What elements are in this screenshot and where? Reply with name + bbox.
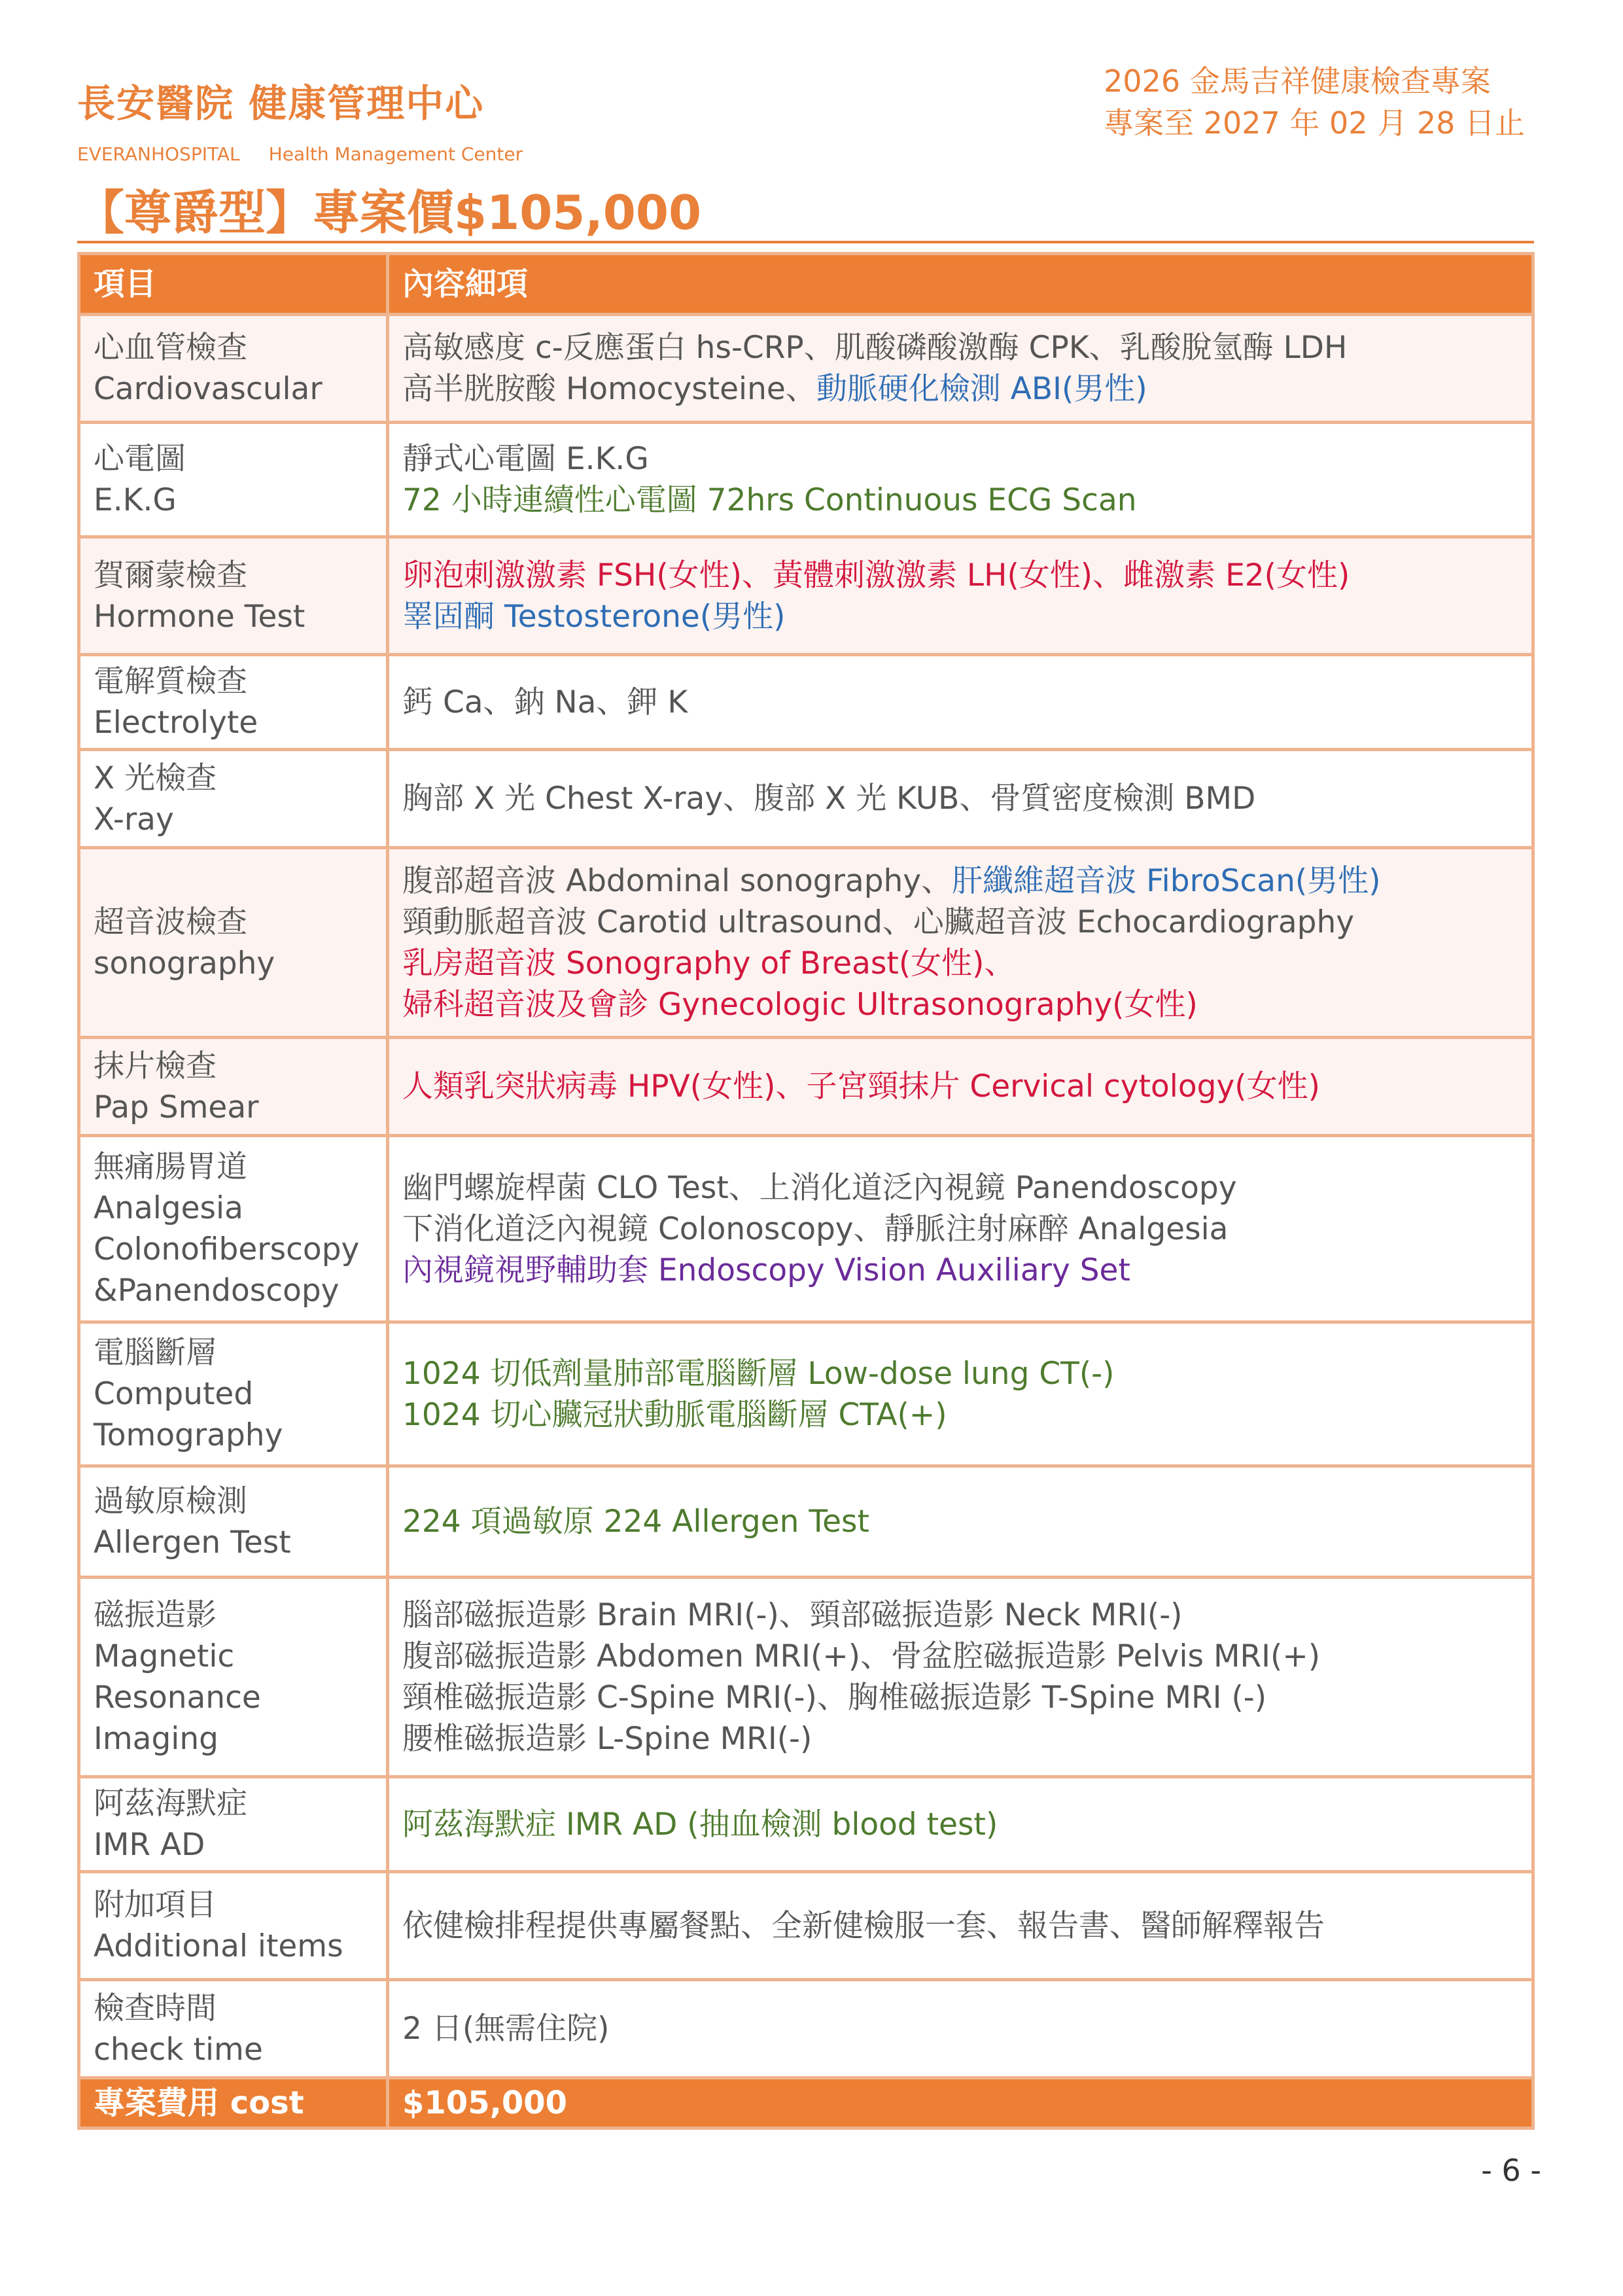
page-number: - 6 - — [1481, 2153, 1541, 2188]
detail-line — [402, 1804, 1518, 1845]
detail-line — [402, 1250, 1518, 1291]
detail-text: 頸椎磁振造影 C-Spine MRI(-)、胸椎磁振造影 T-Spine MRI (-) — [402, 1680, 1267, 1716]
table-row — [79, 750, 1533, 848]
total-cost-value: $105,000 — [388, 2078, 1533, 2128]
table-header-row — [79, 254, 1533, 315]
detail-text: 72 小時連續性心電圖 72hrs Continuous ECG Scan — [402, 482, 1137, 518]
item-cell — [79, 848, 388, 1038]
package-table — [77, 252, 1535, 2130]
details-cell — [388, 1777, 1533, 1872]
details-cell — [388, 315, 1533, 423]
detail-text: 鈣 Ca、鈉 Na、鉀 K — [402, 684, 688, 720]
item-cell — [79, 1038, 388, 1136]
item-cell — [79, 750, 388, 848]
details-cell — [388, 1578, 1533, 1777]
detail-line — [402, 1718, 1518, 1759]
table-row — [79, 1578, 1533, 1777]
table-row — [79, 1038, 1533, 1136]
item-label: 電解質檢查 — [94, 663, 247, 699]
detail-line — [402, 596, 1518, 637]
item-label: E.K.G — [94, 482, 177, 518]
item-cell — [79, 655, 388, 750]
table-row — [79, 1980, 1533, 2078]
item-cell — [79, 1980, 388, 2078]
hospital-en-label: EVERANHOSPITAL — [77, 143, 240, 165]
detail-line — [402, 943, 1518, 984]
detail-line — [402, 1394, 1518, 1436]
item-label: 心血管檢查 — [94, 330, 247, 366]
hospital-name-zh: 長安醫院 健康管理中心 — [77, 81, 485, 126]
detail-line — [402, 682, 1518, 723]
item-cell — [79, 1777, 388, 1872]
table-row — [79, 1777, 1533, 1872]
detail-line — [402, 1595, 1518, 1636]
detail-line — [402, 1501, 1518, 1542]
detail-line — [402, 1353, 1518, 1394]
item-label: 心電圖 — [94, 441, 186, 477]
detail-line — [402, 1209, 1518, 1250]
item-label: 阿茲海默症 — [94, 1786, 247, 1822]
item-label: 無痛腸胃道 — [94, 1149, 247, 1185]
details-cell — [388, 1136, 1533, 1322]
detail-text: 頸動脈超音波 Carotid ultrasound、心臟超音波 Echocardiography — [402, 904, 1355, 940]
detail-line — [402, 778, 1518, 819]
detail-text: 高敏感度 c-反應蛋白 hs-CRP、肌酸磷酸激酶 CPK、乳酸脫氫酶 LDH — [402, 330, 1348, 366]
item-label: Analgesia — [94, 1190, 243, 1226]
detail-text: 下消化道泛內視鏡 Colonoscopy、靜脈注射麻醉 Analgesia — [402, 1210, 1229, 1247]
details-cell — [388, 1872, 1533, 1980]
item-label: Resonance — [94, 1680, 261, 1716]
detail-text: 動脈硬化檢測 ABI(男性) — [816, 371, 1147, 407]
details-cell — [388, 1466, 1533, 1578]
item-label: Tomography — [94, 1417, 283, 1453]
detail-line — [402, 1905, 1518, 1947]
item-label: X-ray — [94, 801, 174, 838]
detail-line — [402, 555, 1518, 596]
details-cell — [388, 1980, 1533, 2078]
item-label: Allergen Test — [94, 1524, 291, 1561]
column-header-details: 內容細項 — [388, 254, 1533, 315]
item-label: Pap Smear — [94, 1089, 259, 1125]
column-header-item: 項目 — [79, 254, 388, 315]
campaign-deadline: 專案至 2027 年 02 月 28 日止 — [1104, 105, 1525, 141]
item-label: 檢查時間 — [94, 1990, 217, 2026]
detail-text: 卵泡刺激激素 FSH(女性)、黃體刺激激素 LH(女性)、雌激素 E2(女性) — [402, 557, 1350, 593]
details-cell — [388, 537, 1533, 655]
detail-text: 靜式心電圖 E.K.G — [402, 441, 649, 477]
item-label: sonography — [94, 945, 275, 981]
detail-text: 婦科超音波及會診 Gynecologic Ultrasonography(女性) — [402, 986, 1198, 1023]
item-label: X 光檢查 — [94, 760, 217, 796]
table-row — [79, 315, 1533, 423]
item-label: &Panendoscopy — [94, 1273, 340, 1309]
item-label: IMR AD — [94, 1827, 205, 1863]
detail-line — [402, 1066, 1518, 1107]
detail-line — [402, 1167, 1518, 1209]
detail-text: 內視鏡視野輔助套 Endoscopy Vision Auxiliary Set — [402, 1252, 1130, 1288]
detail-text: 睪固酮 Testosterone(男性) — [402, 598, 786, 635]
item-cell — [79, 1322, 388, 1466]
detail-line — [402, 984, 1518, 1025]
item-label: 賀爾蒙檢查 — [94, 557, 247, 593]
detail-text: 腦部磁振造影 Brain MRI(-)、頸部磁振造影 Neck MRI(-) — [402, 1597, 1183, 1633]
table-row — [79, 848, 1533, 1038]
item-label: Hormone Test — [94, 598, 305, 635]
campaign-title: 2026 金馬吉祥健康檢查專案 — [1104, 63, 1491, 99]
item-cell — [79, 1578, 388, 1777]
item-label: Additional items — [94, 1928, 343, 1964]
detail-line — [402, 2008, 1518, 2049]
table-row — [79, 537, 1533, 655]
hospital-brand — [77, 77, 523, 168]
detail-line — [402, 902, 1518, 943]
item-label: Imaging — [94, 1721, 218, 1757]
hospital-name-en — [77, 141, 523, 168]
campaign-info — [1104, 60, 1525, 144]
table-row — [79, 1872, 1533, 1980]
detail-text: 高半胱胺酸 Homocysteine、 — [402, 371, 816, 407]
detail-line — [402, 438, 1518, 480]
item-cell — [79, 1872, 388, 1980]
details-cell — [388, 1322, 1533, 1466]
detail-text: 腰椎磁振造影 L-Spine MRI(-) — [402, 1721, 812, 1757]
detail-text: 肝纖維超音波 FibroScan(男性) — [952, 862, 1381, 899]
detail-text: 腹部磁振造影 Abdomen MRI(+)、骨盆腔磁振造影 Pelvis MRI(+) — [402, 1638, 1321, 1674]
detail-text: 依健檢排程提供專屬餐點、全新健檢服一套、報告書、醫師解釋報告 — [402, 1907, 1325, 1944]
table-row — [79, 1136, 1533, 1322]
center-en-label: Health Management Center — [268, 143, 523, 165]
item-cell — [79, 1136, 388, 1322]
item-cell — [79, 423, 388, 537]
detail-text: 224 項過敏原 224 Allergen Test — [402, 1504, 869, 1540]
table-row — [79, 655, 1533, 750]
detail-line — [402, 1677, 1518, 1718]
detail-line — [402, 368, 1518, 410]
table-row — [79, 1322, 1533, 1466]
details-cell — [388, 423, 1533, 537]
item-cell — [79, 537, 388, 655]
item-label: Cardiovascular — [94, 371, 323, 407]
detail-text: 胸部 X 光 Chest X-ray、腹部 X 光 KUB、骨質密度檢測 BMD — [402, 781, 1256, 817]
item-label: Computed — [94, 1376, 254, 1412]
item-label: Magnetic — [94, 1638, 235, 1674]
detail-text: 2 日(無需住院) — [402, 2011, 610, 2047]
plan-title: 【尊爵型】專案價$105,000 — [77, 185, 702, 240]
detail-line — [402, 1636, 1518, 1677]
table-row — [79, 1466, 1533, 1578]
total-cost-label: 專案費用 cost — [79, 2078, 388, 2128]
item-cell — [79, 1466, 388, 1578]
item-label: 過敏原檢測 — [94, 1483, 247, 1519]
item-label: 抹片檢查 — [94, 1048, 217, 1084]
total-cost-row — [79, 2078, 1533, 2128]
detail-text: 乳房超音波 Sonography of Breast(女性)、 — [402, 945, 1015, 981]
details-cell — [388, 1038, 1533, 1136]
item-label: 磁振造影 — [94, 1597, 217, 1633]
item-label: check time — [94, 2031, 263, 2068]
item-cell — [79, 315, 388, 423]
details-cell — [388, 848, 1533, 1038]
title-divider — [77, 241, 1534, 243]
item-label: Electrolyte — [94, 705, 258, 741]
details-cell — [388, 750, 1533, 848]
item-label: 電腦斷層 — [94, 1335, 217, 1371]
detail-text: 阿茲海默症 IMR AD (抽血檢測 blood test) — [402, 1806, 998, 1843]
detail-text: 人類乳突狀病毒 HPV(女性)、子宮頸抹片 Cervical cytology(女性) — [402, 1069, 1320, 1104]
detail-line — [402, 327, 1518, 368]
detail-text: 1024 切心臟冠狀動脈電腦斷層 CTA(+) — [402, 1396, 947, 1433]
detail-text: 1024 切低劑量肺部電腦斷層 Low-dose lung CT(-) — [402, 1355, 1115, 1392]
item-label: 超音波檢查 — [94, 904, 247, 940]
detail-text: 腹部超音波 Abdominal sonography、 — [402, 862, 952, 899]
detail-line — [402, 480, 1518, 521]
details-cell — [388, 655, 1533, 750]
item-label: Colonofiberscopy — [94, 1231, 360, 1267]
item-label: 附加項目 — [94, 1887, 217, 1923]
detail-text: 幽門螺旋桿菌 CLO Test、上消化道泛內視鏡 Panendoscopy — [402, 1169, 1237, 1206]
table-row — [79, 423, 1533, 537]
detail-line — [402, 860, 1518, 902]
